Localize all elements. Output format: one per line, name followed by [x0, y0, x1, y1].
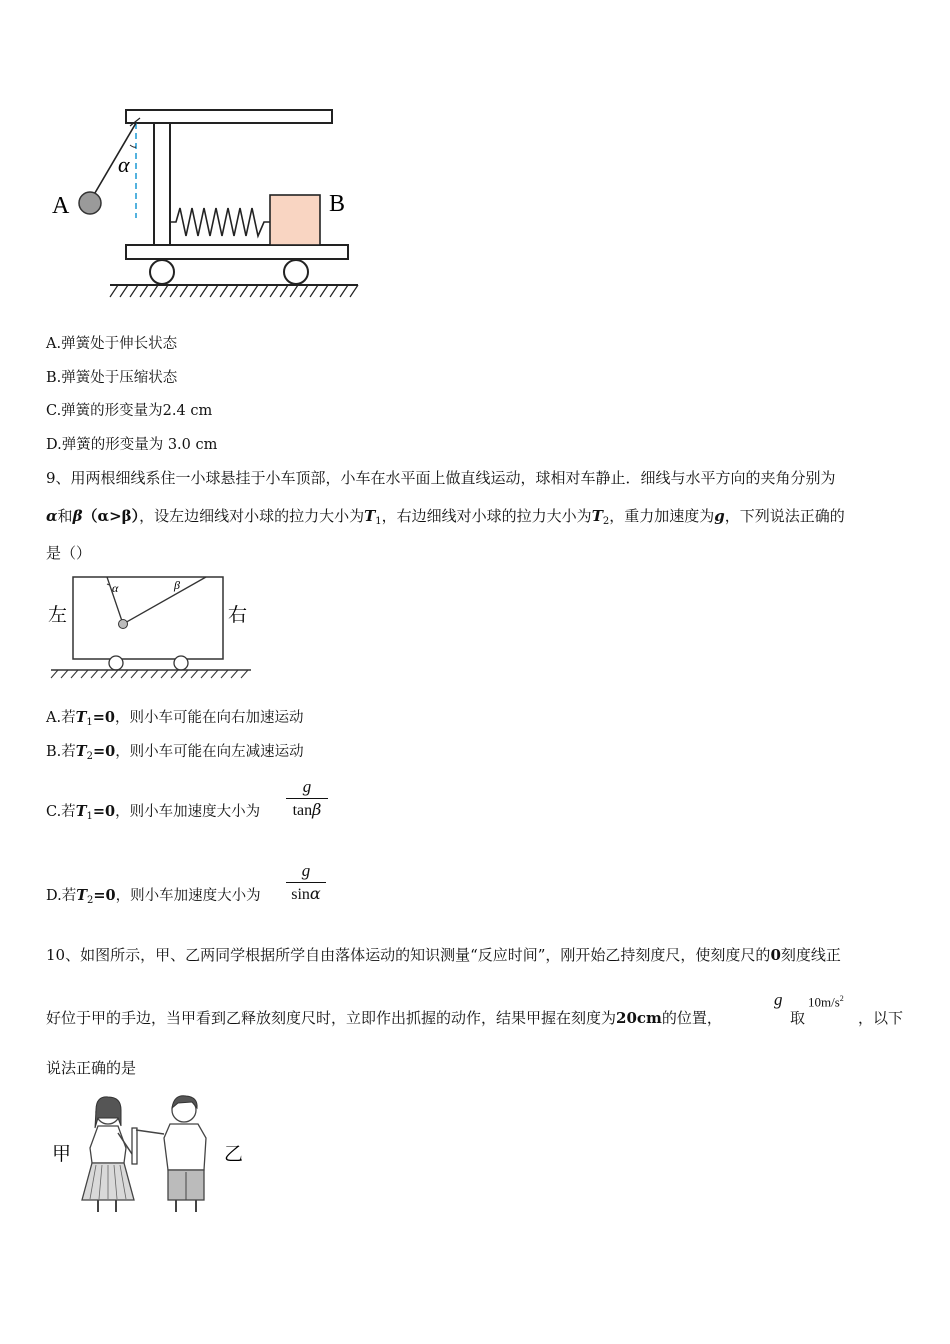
figure1-angle: α	[118, 152, 130, 177]
figure1-label-a: A	[52, 193, 70, 219]
q8-option-b: B.弹簧处于压缩状态	[46, 370, 178, 386]
figure2-beta: β	[174, 578, 180, 592]
q9-option-a: A.若$T_1=0$，则小车可能在向右加速运动	[46, 709, 304, 728]
q10-g-symbol: g	[774, 990, 783, 1009]
q9-option-b: B.若$T_2=0$，则小车可能在向左减速运动	[46, 743, 304, 762]
q9-option-c-fraction: g tanβ	[286, 778, 328, 820]
figure-cart-two-strings	[46, 572, 256, 682]
q8-option-a: A.弹簧处于伸长状态	[46, 336, 178, 352]
q8-option-c: C.弹簧的形变量为2.4 cm	[46, 403, 213, 419]
q10-stem-line2-end: ，以下	[858, 1009, 904, 1027]
q10-stem-line3: 说法正确的是	[46, 1059, 137, 1077]
q9-stem-line2: α和β（α>β），设左边细线对小球的拉力大小为$T_1$，右边细线对小球的拉力大小为$T_2$，重力加速度为g，下列说法正确的	[46, 507, 845, 527]
q9-stem-line3: 是（）	[46, 544, 92, 562]
figure1-label-b: B	[329, 191, 346, 217]
q10-g-value: $10m/s^2$	[808, 994, 844, 1010]
figure2-right: 右	[228, 604, 248, 626]
figure3-right: 乙	[224, 1143, 244, 1165]
figure-cart-spring	[48, 100, 368, 305]
figure-reaction-time	[46, 1088, 256, 1218]
figure2-alpha: α	[112, 581, 119, 595]
q9-option-d: D.若$T_2=0$，则小车加速度大小为	[46, 887, 261, 906]
figure3-left: 甲	[52, 1143, 72, 1165]
q10-stem-line2: 好位于甲的手边，当甲看到乙释放刻度尺时，立即作出抓握的动作，结果甲握在刻度为20cm的位置，	[46, 1009, 722, 1027]
q9-stem-line1: 9、用两根细线系住一小球悬挂于小车顶部，小车在水平面上做直线运动，球相对车静止．细线与水平方向的夹角分别为	[46, 469, 836, 487]
figure2-left: 左	[48, 604, 68, 626]
q9-option-d-fraction: g sinα	[286, 862, 326, 904]
q8-option-d: D.弹簧的形变量为 3.0 cm	[46, 437, 218, 453]
q10-take: 取	[790, 1009, 806, 1027]
q9-option-c: C.若$T_1=0$，则小车加速度大小为	[46, 803, 261, 822]
q10-stem-line1: 10、如图所示，甲、乙两同学根据所学自由落体运动的知识测量“反应时间”，刚开始乙持刻度尺，使刻度尺的0刻度线正	[46, 946, 841, 964]
